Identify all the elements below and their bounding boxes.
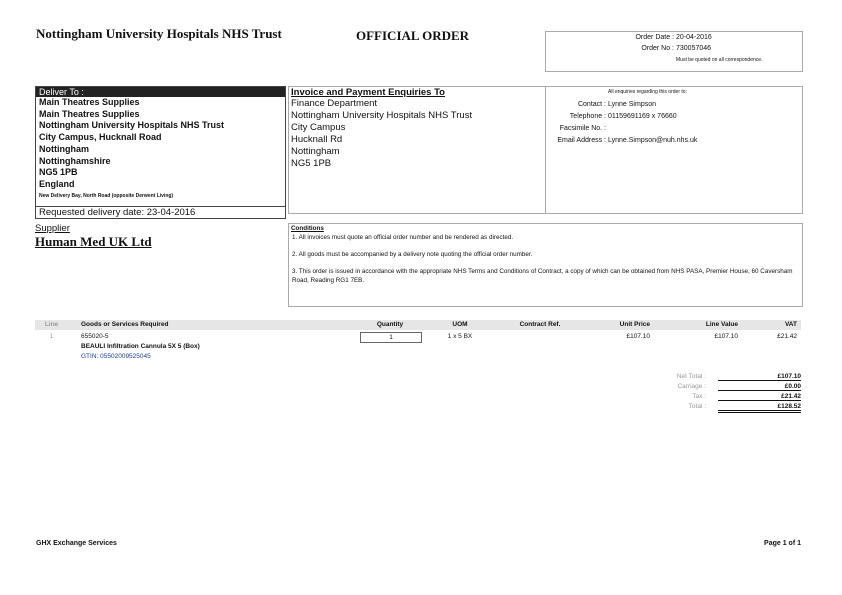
requested-delivery-date: Requested delivery date: 23-04-2016	[36, 206, 285, 218]
carriage: £0.00	[718, 383, 801, 391]
delivery-note: New Delivery Bay, North Road (opposite Derwent Living)	[39, 192, 174, 199]
row-contract	[505, 332, 575, 342]
table-header	[35, 320, 801, 330]
order-date-label: Order Date :	[635, 34, 674, 41]
row-uom: 1 x 5 BX	[447, 333, 473, 340]
telephone-number: 01159691169 x 76660	[608, 113, 677, 120]
row-line: 1	[49, 333, 54, 340]
invoice-line: Nottingham	[291, 146, 340, 157]
organisation-name: Nottingham University Hospitals NHS Trust	[36, 26, 282, 41]
col-goods: Goods or Services Required	[81, 321, 169, 328]
condition-item: 1. All invoices must quote an official order number and be rendered as directed.	[292, 234, 514, 241]
deliver-line: Main Theatres Supplies	[39, 97, 140, 107]
col-vat: VAT	[784, 321, 797, 328]
deliver-line: NG5 1PB	[39, 167, 78, 178]
enquiries-box	[545, 86, 803, 214]
tax-label: Tax :	[692, 393, 706, 400]
table-row	[35, 332, 801, 368]
col-quantity: Quantity	[376, 321, 404, 328]
fax-label: Facsimile No. :	[559, 125, 606, 132]
grand-total: £128.52	[718, 403, 801, 413]
grand-total-label: Total :	[688, 403, 706, 410]
row-unit-price: £107.10	[626, 333, 650, 340]
col-contract: Contract Ref.	[519, 321, 561, 328]
supplier-name: Human Med UK Ltd	[35, 234, 152, 249]
row-line-value: £107.10	[714, 333, 738, 340]
col-line-value: Line Value	[705, 321, 738, 328]
invoice-line: Finance Department	[291, 98, 378, 109]
deliver-to-box	[35, 86, 286, 219]
contact-label: Contact :	[577, 101, 606, 108]
conditions-heading: Conditions	[291, 225, 324, 232]
supplier-heading: Supplier	[35, 223, 70, 234]
order-date: 20-04-2016	[676, 34, 712, 41]
order-no-label: Order No :	[641, 45, 674, 52]
deliver-line: City Campus, Hucknall Road	[39, 132, 162, 143]
email-label: Email Address :	[557, 137, 606, 144]
col-line: Line	[44, 321, 59, 328]
quote-note: Must be quoted on all correspondence.	[676, 57, 763, 63]
deliver-line: Main Theatres Supplies	[39, 108, 140, 119]
row-description: BEAULI Infiltration Cannula 5X 5 (Box)	[81, 343, 200, 350]
row-code: 655020-5	[81, 333, 109, 340]
page-number: Page 1 of 1	[764, 540, 801, 547]
row-quantity: 1	[360, 332, 422, 343]
invoice-line: Hucknall Rd	[291, 134, 343, 145]
net-total-label: Net Total :	[676, 373, 706, 380]
deliver-line: England	[39, 178, 75, 189]
row-gtin: GTIN: 05502009525045	[81, 353, 151, 360]
row-vat: £21.42	[777, 333, 797, 340]
invoice-line: NG5 1PB	[291, 158, 332, 169]
invoice-line: City Campus	[291, 122, 346, 133]
deliver-line: Nottinghamshire	[39, 155, 111, 166]
invoice-box	[288, 86, 546, 214]
tax: £21.42	[718, 393, 801, 401]
invoice-heading: Invoice and Payment Enquiries To	[291, 87, 445, 98]
invoice-line: Nottingham University Hospitals NHS Trust	[291, 110, 473, 121]
carriage-label: Carriage :	[677, 383, 706, 390]
col-uom: UOM	[452, 321, 468, 328]
condition-item: 2. All goods must be accompanied by a delivery note quoting the official order number.	[292, 251, 533, 258]
deliver-to-heading: Deliver To :	[36, 87, 285, 97]
telephone-label: Telephone :	[569, 113, 606, 120]
conditions-box	[288, 223, 803, 307]
email-address: Lynne.Simpson@nuh.nhs.uk	[608, 137, 698, 144]
order-number: 730057046	[676, 45, 712, 52]
deliver-line: Nottingham	[39, 143, 89, 154]
deliver-line: Nottingham University Hospitals NHS Trust	[39, 120, 225, 131]
col-unit-price: Unit Price	[619, 321, 650, 328]
order-info-box	[545, 31, 803, 72]
condition-item: 3. This order is issued in accordance with the appropriate NHS Terms and Conditions of Contract, a copy of which can be obtained from NHS PASA, Premier House, 60 Caversham Road, Reading RG1 7EB.	[292, 268, 793, 284]
document-title: OFFICIAL ORDER	[356, 28, 470, 43]
net-total: £107.10	[718, 373, 801, 381]
footer-provider: GHX Exchange Services	[36, 540, 117, 547]
contact-name: Lynne Simpson	[608, 101, 656, 108]
enquiries-heading: All enquiries regarding this order to:	[608, 89, 687, 95]
